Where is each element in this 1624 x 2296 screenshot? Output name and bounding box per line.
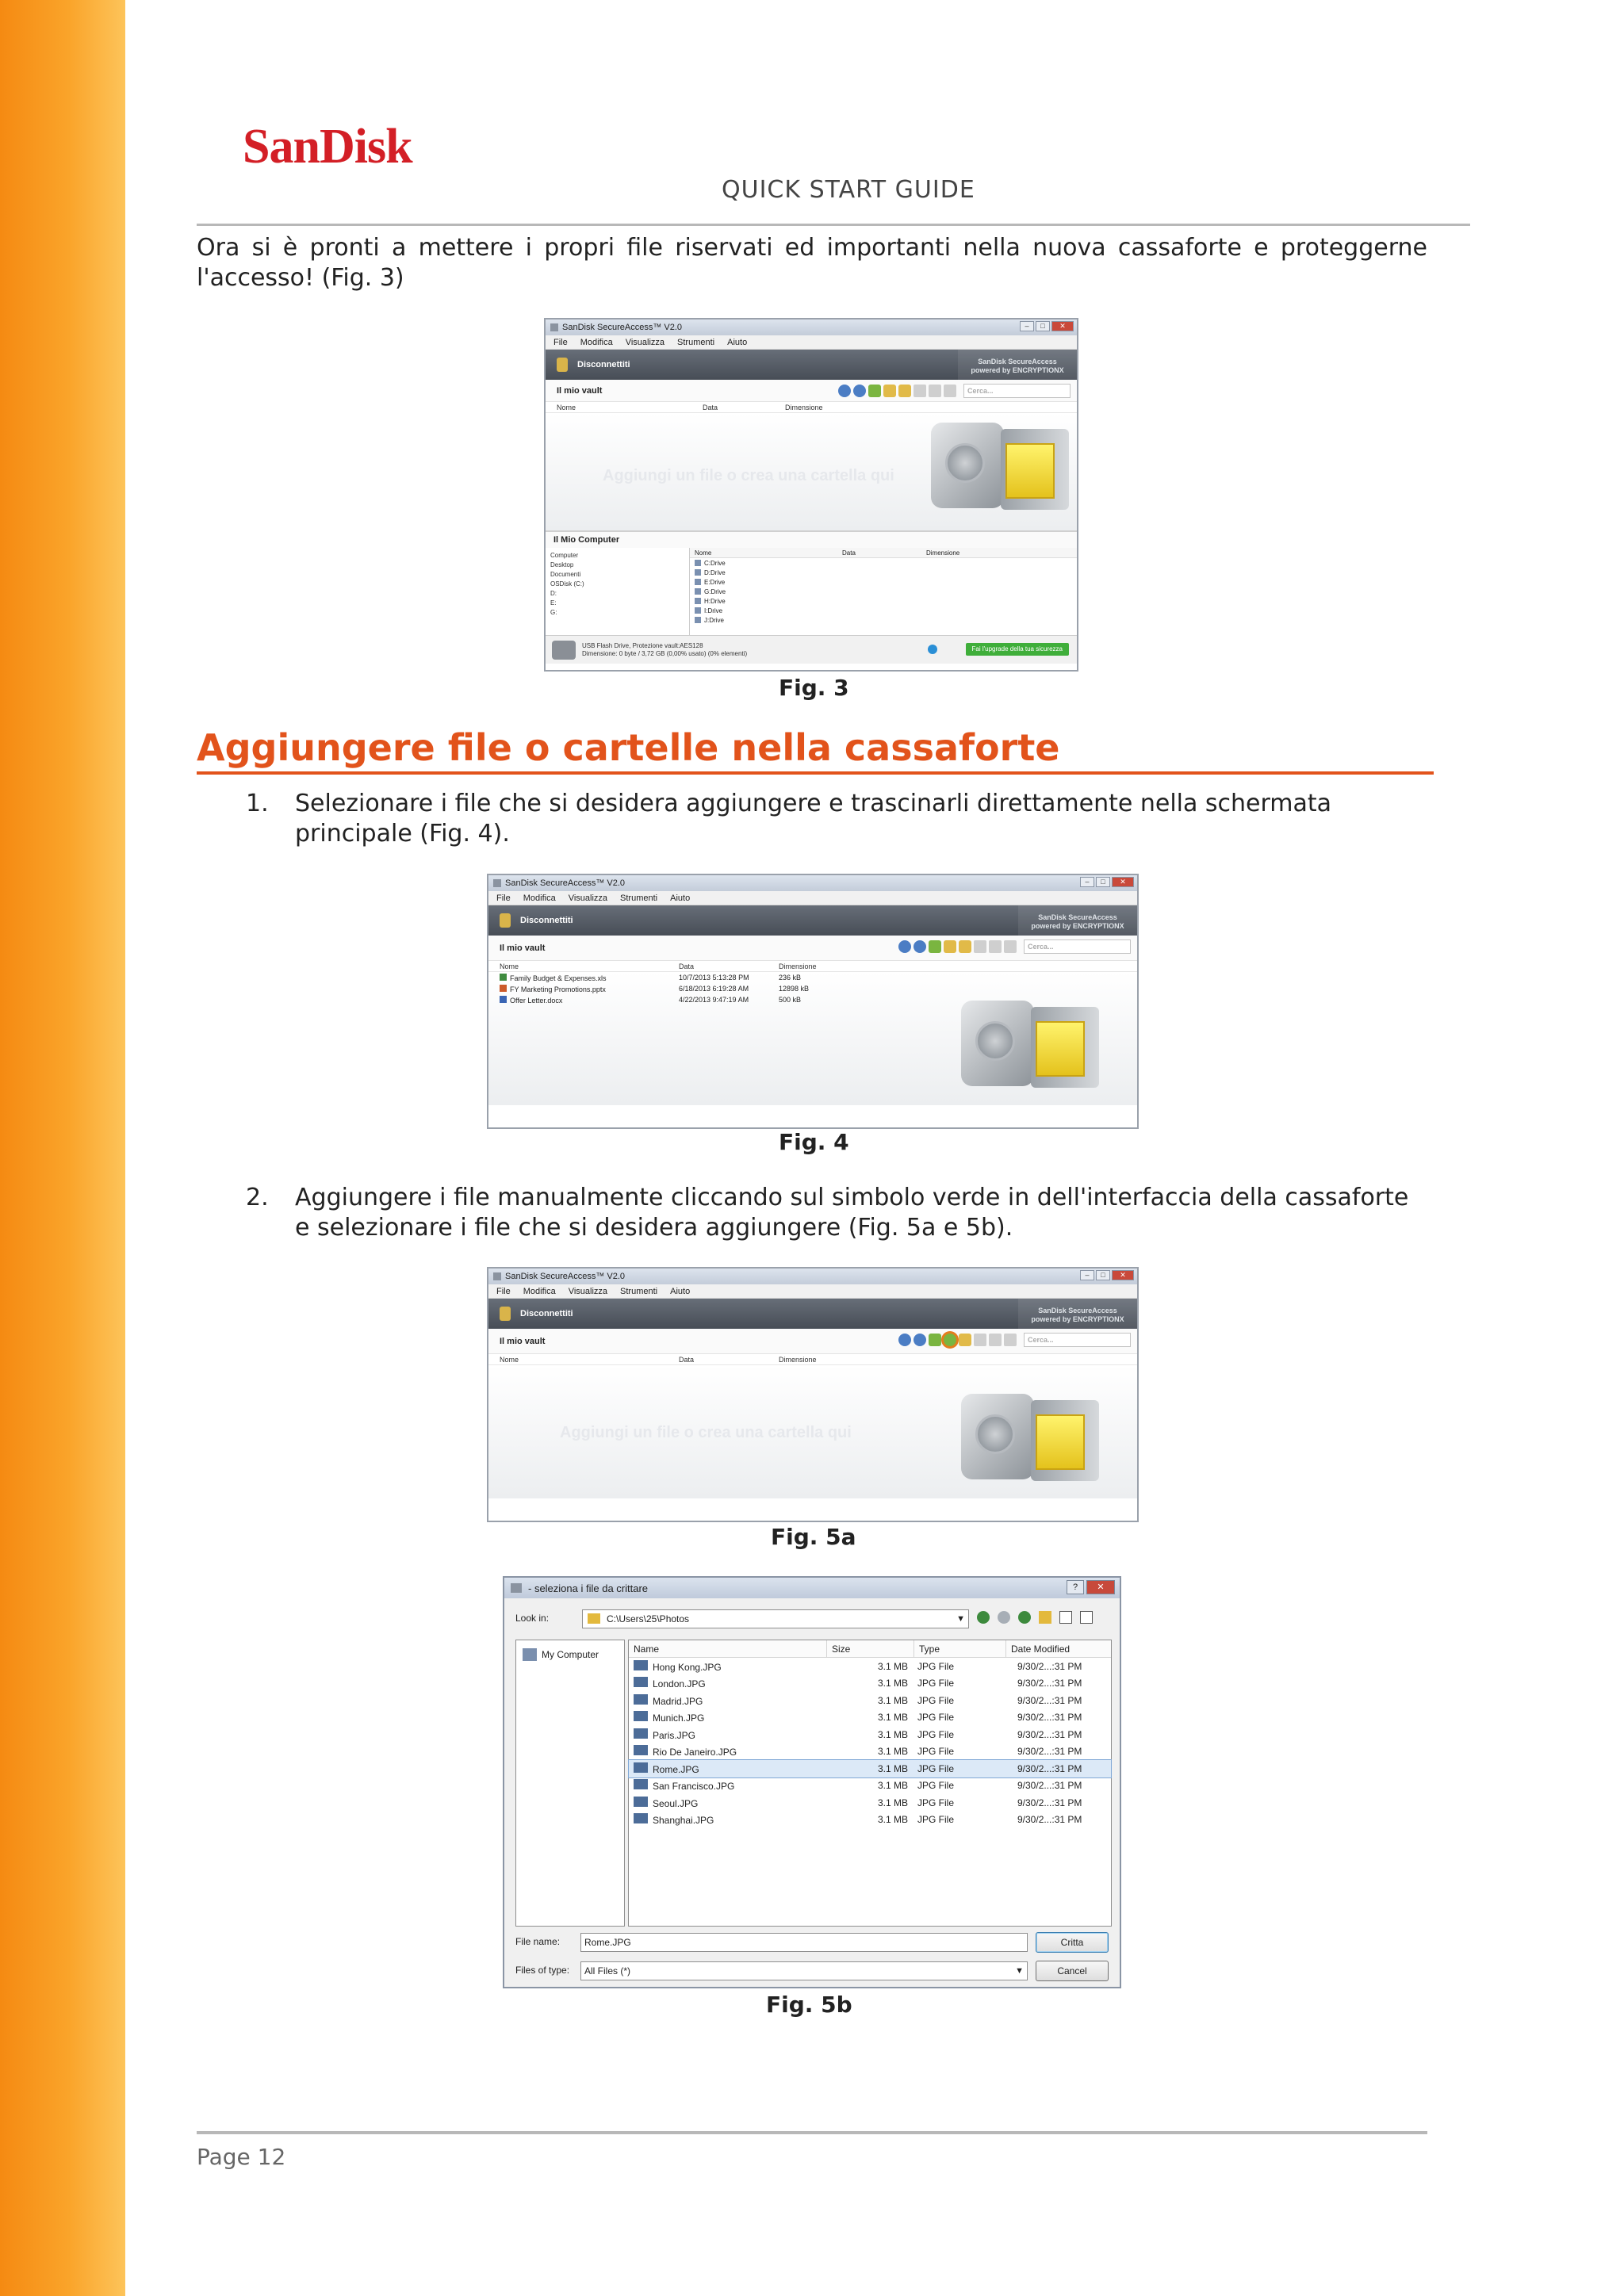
paste-icon[interactable]	[1004, 940, 1017, 953]
lock-icon	[500, 1307, 511, 1321]
dialog-title: - seleziona i file da crittare	[528, 1582, 649, 1594]
vault-label: Il mio vault	[500, 943, 546, 953]
menu-visualizza[interactable]: Visualizza	[568, 1286, 608, 1296]
chevron-down-icon: ▼	[956, 1614, 965, 1624]
computer-browser	[546, 548, 1077, 635]
app-titlebar	[546, 320, 1077, 335]
app-header	[488, 905, 1137, 936]
file-row[interactable]	[629, 1658, 1111, 1675]
fig4-screenshot	[487, 874, 1139, 1129]
file-size: 3.1 MB	[877, 1712, 908, 1724]
file-size: 3.1 MB	[877, 1728, 908, 1740]
table-row[interactable]: Family Budget & Expenses.xls 10/7/2013 5:13:28 PM 236 kB	[488, 972, 1137, 983]
drop-placeholder: Aggiungi un file o crea una cartella qui	[603, 467, 894, 484]
drop-placeholder: Aggiungi un file o crea una cartella qui	[560, 1424, 852, 1441]
app-icon	[493, 1272, 501, 1280]
look-in-label: Look in:	[515, 1613, 550, 1624]
forward-icon[interactable]	[914, 940, 926, 953]
file-row[interactable]	[629, 1743, 1111, 1761]
file-size: 3.1 MB	[877, 1797, 908, 1808]
computer-icon	[523, 1648, 537, 1661]
file-list-header	[629, 1640, 1111, 1658]
file-size: 3.1 MB	[877, 1660, 908, 1672]
vault-toolbar	[898, 1334, 1017, 1346]
fig4-caption: Fig. 4	[779, 1129, 849, 1155]
file-date: 9/30/2...:31 PM	[1017, 1712, 1082, 1724]
intro-paragraph: Ora si è pronti a mettere i propri file riservati ed importanti nella nuova cassaforte e proteggerne l'accesso! (Fig. 3)	[197, 234, 1427, 292]
new-folder-icon[interactable]	[944, 940, 956, 953]
file-date: 9/30/2...:31 PM	[1017, 1678, 1082, 1689]
step-2: 2. Aggiungere i file manualmente cliccando sul simbolo verde in dell'interfaccia della cassaforte e selezionare i file che si desidera aggiungere (Fig. 5a e 5b).	[246, 1184, 1409, 1242]
dialog-close-button[interactable]: ✕	[1086, 1580, 1115, 1594]
cancel-button[interactable]: Cancel	[1036, 1961, 1109, 1981]
file-name: Shanghai.JPG	[653, 1815, 714, 1827]
image-file-icon	[634, 1779, 648, 1789]
status-bar	[546, 635, 1077, 664]
forward-icon[interactable]	[998, 1611, 1010, 1624]
file-type: JPG File	[917, 1814, 955, 1826]
file-type: JPG File	[917, 1780, 955, 1792]
menu-visualizza[interactable]: Visualizza	[568, 893, 608, 903]
col-size[interactable]: Dimensione	[785, 403, 823, 411]
menu-visualizza[interactable]: Visualizza	[625, 337, 665, 347]
file-row[interactable]	[629, 1675, 1111, 1693]
minimize-button[interactable]: –	[1080, 877, 1094, 887]
paste-icon[interactable]	[944, 385, 956, 397]
file-name-label: File name:	[515, 1936, 561, 1947]
col-size[interactable]: Dimensione	[779, 1355, 817, 1364]
maximize-button[interactable]: □	[1036, 321, 1050, 331]
menu-strumenti[interactable]: Strumenti	[620, 1286, 658, 1296]
app-icon	[550, 323, 558, 331]
my-computer-item[interactable]: My Computer	[523, 1648, 599, 1661]
copy-icon[interactable]	[914, 385, 926, 397]
vault-label: Il mio vault	[500, 1336, 546, 1346]
maximize-button[interactable]: □	[1096, 877, 1110, 887]
col-name[interactable]: Nome	[500, 1355, 519, 1364]
add-file-icon[interactable]	[929, 940, 941, 953]
lock-icon	[500, 913, 511, 928]
orange-side-stripe	[0, 0, 125, 2296]
col-name[interactable]: Nome	[557, 403, 576, 411]
file-size: 3.1 MB	[877, 1762, 908, 1774]
upgrade-button[interactable]: Fai l'upgrade della tua sicurezza	[966, 643, 1069, 656]
list-item[interactable]: D:Drive	[690, 568, 1077, 577]
vault-column-headers	[488, 961, 1137, 972]
app-title: SanDisk SecureAccess™ V2.0	[562, 323, 683, 332]
disconnect-button[interactable]: Disconnettiti	[520, 1309, 573, 1318]
file-row[interactable]	[629, 1726, 1111, 1743]
file-type: JPG File	[917, 1728, 955, 1740]
file-date: 9/30/2...:31 PM	[1017, 1728, 1082, 1740]
brand-panel: SanDisk SecureAccess powered by ENCRYPTIONX	[1018, 1299, 1137, 1329]
col-date[interactable]: Data	[679, 1355, 695, 1364]
file-type: JPG File	[917, 1678, 955, 1689]
image-file-icon	[634, 1728, 648, 1739]
menu-strumenti[interactable]: Strumenti	[677, 337, 715, 347]
back-icon[interactable]	[838, 385, 851, 397]
menu-strumenti[interactable]: Strumenti	[620, 893, 658, 903]
app-menubar	[488, 1284, 1137, 1299]
lock-icon	[557, 358, 568, 372]
drive-list[interactable]: Nome Data Dimensione C:Drive D:Drive E:Drive G:Drive H:Drive I:Drive J:Drive	[690, 548, 1077, 635]
file-row[interactable]	[629, 1777, 1111, 1795]
file-name: Paris.JPG	[653, 1729, 696, 1741]
back-icon[interactable]	[898, 940, 911, 953]
help-icon[interactable]	[928, 645, 937, 654]
menu-aiuto[interactable]: Aiuto	[727, 337, 748, 347]
footer-divider	[197, 2131, 1427, 2134]
fig3-caption: Fig. 3	[779, 675, 849, 701]
file-name: Hong Kong.JPG	[653, 1661, 722, 1673]
fig5a-caption: Fig. 5a	[771, 1524, 856, 1550]
step-1: 1. Selezionare i file che si desidera aggiungere e trascinarli direttamente nella schermata principale (Fig. 4).	[246, 790, 1332, 848]
detail-view-icon[interactable]	[1080, 1611, 1093, 1624]
computer-section-label: Il Mio Computer	[546, 530, 1077, 548]
file-date: 9/30/2...:31 PM	[1017, 1780, 1082, 1792]
vault-file-area[interactable]	[488, 972, 1137, 1105]
vault-label: Il mio vault	[557, 385, 603, 396]
brand-panel: SanDisk SecureAccess powered by ENCRYPTIONX	[958, 350, 1077, 380]
app-header	[488, 1299, 1137, 1329]
cut-icon[interactable]	[929, 385, 941, 397]
file-size: 3.1 MB	[877, 1694, 908, 1706]
copy-icon[interactable]	[974, 940, 986, 953]
file-type: JPG File	[917, 1694, 955, 1706]
look-in-select[interactable]: C:\Users\25\Photos ▼	[582, 1609, 969, 1628]
file-date: 9/30/2...:31 PM	[1017, 1762, 1082, 1774]
file-list	[628, 1640, 1112, 1927]
close-button[interactable]: ✕	[1112, 1270, 1134, 1280]
file-name: Rome.JPG	[653, 1763, 699, 1775]
vault-search-input[interactable]: Cerca...	[963, 384, 1071, 398]
file-type: JPG File	[917, 1762, 955, 1774]
vault-bar	[546, 380, 1077, 402]
fig3-screenshot	[544, 318, 1078, 672]
menu-file[interactable]: File	[496, 893, 511, 903]
file-size: 3.1 MB	[877, 1678, 908, 1689]
vault-drop-area[interactable]	[488, 1365, 1137, 1498]
file-date: 9/30/2...:31 PM	[1017, 1746, 1082, 1758]
col-size[interactable]: Size	[827, 1640, 914, 1657]
vault-search-input[interactable]: Cerca...	[1024, 939, 1131, 954]
forward-icon[interactable]	[914, 1334, 926, 1346]
heading-underline	[197, 771, 1434, 775]
app-menubar	[488, 891, 1137, 905]
file-date: 9/30/2...:31 PM	[1017, 1660, 1082, 1672]
up-folder-icon[interactable]	[1018, 1611, 1031, 1624]
dialog-toolbar	[977, 1611, 1093, 1624]
dialog-titlebar	[504, 1578, 1120, 1598]
file-type-select[interactable]: All Files (*) ▼	[580, 1961, 1028, 1980]
file-row[interactable]	[629, 1794, 1111, 1812]
image-file-icon	[634, 1813, 648, 1823]
fig5b-caption: Fig. 5b	[766, 1992, 852, 2018]
menu-file[interactable]: File	[553, 337, 568, 347]
dialog-help-button[interactable]: ?	[1067, 1580, 1084, 1594]
back-icon[interactable]	[977, 1611, 990, 1624]
section-heading: Aggiungere file o cartelle nella cassaforte	[197, 726, 1060, 769]
vault-drop-area[interactable]	[546, 413, 1077, 530]
app-titlebar	[488, 1269, 1137, 1284]
cut-icon[interactable]	[989, 940, 1002, 953]
file-row[interactable]	[629, 1812, 1111, 1829]
image-file-icon	[634, 1660, 648, 1670]
dialog-app-icon	[511, 1583, 522, 1593]
vault-toolbar	[838, 385, 956, 397]
menu-modifica[interactable]: Modifica	[523, 893, 556, 903]
file-date: 9/30/2...:31 PM	[1017, 1797, 1082, 1808]
back-icon[interactable]	[898, 1334, 911, 1346]
menu-aiuto[interactable]: Aiuto	[670, 893, 691, 903]
copy-icon[interactable]	[974, 1334, 986, 1346]
file-type: JPG File	[917, 1797, 955, 1808]
vault-column-headers	[488, 1354, 1137, 1365]
list-item[interactable]: J:Drive	[690, 615, 1077, 625]
page-number: Page 12	[197, 2144, 286, 2170]
status-line-2: Dimensione: 0 byte / 3,72 GB (0,00% usato) (0% elementi)	[582, 649, 748, 657]
disconnect-button[interactable]: Disconnettiti	[577, 360, 630, 369]
file-name-input[interactable]: Rome.JPG	[580, 1933, 1028, 1952]
menu-modifica[interactable]: Modifica	[580, 337, 613, 347]
brand-panel: SanDisk SecureAccess powered by ENCRYPTIONX	[1018, 905, 1137, 936]
add-file-icon-highlighted[interactable]	[944, 1334, 956, 1346]
vault-file-list	[488, 972, 1137, 1005]
refresh-icon[interactable]	[929, 1334, 941, 1346]
file-type: JPG File	[917, 1712, 955, 1724]
file-name: Madrid.JPG	[653, 1695, 703, 1707]
file-row[interactable]	[629, 1760, 1111, 1777]
open-folder-icon[interactable]	[959, 1334, 971, 1346]
vault-toolbar	[898, 940, 1017, 953]
file-type-label: Files of type:	[515, 1965, 570, 1976]
new-folder-icon[interactable]	[883, 385, 896, 397]
list-item[interactable]: E:Drive	[690, 577, 1077, 587]
col-name[interactable]: Nome	[500, 962, 519, 970]
file-type: JPG File	[917, 1746, 955, 1758]
col-size[interactable]: Dimensione	[779, 962, 817, 970]
file-name: Seoul.JPG	[653, 1797, 699, 1809]
app-title: SanDisk SecureAccess™ V2.0	[505, 878, 626, 888]
list-item[interactable]: C:Drive	[690, 558, 1077, 568]
cut-icon[interactable]	[989, 1334, 1002, 1346]
image-file-icon	[634, 1745, 648, 1755]
file-size: 3.1 MB	[877, 1814, 908, 1826]
vault-search-input[interactable]: Cerca...	[1024, 1333, 1131, 1347]
file-row[interactable]	[629, 1709, 1111, 1727]
file-name: Rio De Janeiro.JPG	[653, 1747, 737, 1758]
maximize-button[interactable]: □	[1096, 1270, 1110, 1280]
disconnect-button[interactable]: Disconnettiti	[520, 916, 573, 925]
header-divider	[197, 224, 1470, 226]
list-item[interactable]: I:Drive	[690, 606, 1077, 615]
close-button[interactable]: ✕	[1051, 321, 1074, 331]
table-row[interactable]: FY Marketing Promotions.pptx 6/18/2013 6:19:28 AM 12898 kB	[488, 983, 1137, 994]
app-icon	[493, 879, 501, 887]
app-menubar	[546, 335, 1077, 350]
file-size: 3.1 MB	[877, 1780, 908, 1792]
minimize-button[interactable]: –	[1020, 321, 1034, 331]
menu-modifica[interactable]: Modifica	[523, 1286, 556, 1296]
places-panel	[515, 1640, 625, 1927]
guide-title: QUICK START GUIDE	[722, 176, 975, 204]
fig5a-screenshot	[487, 1267, 1139, 1522]
file-date: 9/30/2...:31 PM	[1017, 1814, 1082, 1826]
file-date: 9/30/2...:31 PM	[1017, 1694, 1082, 1706]
status-line-1: USB Flash Drive, Protezione vault:AES128	[582, 641, 703, 649]
vault-bar	[488, 1329, 1137, 1354]
forward-icon[interactable]	[853, 385, 866, 397]
chevron-down-icon: ▼	[1015, 1966, 1024, 1976]
col-date[interactable]: Data	[703, 403, 718, 411]
folder-icon	[588, 1613, 600, 1624]
file-name: London.JPG	[653, 1678, 706, 1690]
col-date[interactable]: Date Modified	[1011, 1644, 1071, 1655]
usb-drive-icon	[552, 641, 576, 660]
image-file-icon	[634, 1694, 648, 1705]
fig5b-file-dialog	[503, 1576, 1121, 1988]
sandisk-logo: SanDisk	[243, 120, 412, 174]
vault-column-headers	[546, 402, 1077, 413]
paste-icon[interactable]	[1004, 1334, 1017, 1346]
image-file-icon	[634, 1711, 648, 1721]
image-file-icon	[634, 1762, 648, 1773]
menu-aiuto[interactable]: Aiuto	[670, 1286, 691, 1296]
menu-file[interactable]: File	[496, 1286, 511, 1296]
col-type[interactable]: Type	[914, 1640, 1006, 1657]
app-title: SanDisk SecureAccess™ V2.0	[505, 1272, 626, 1281]
file-size: 3.1 MB	[877, 1746, 908, 1758]
file-name: San Francisco.JPG	[653, 1781, 735, 1793]
vault-bar	[488, 936, 1137, 961]
app-titlebar	[488, 875, 1137, 891]
new-folder-icon[interactable]	[1039, 1611, 1051, 1624]
image-file-icon	[634, 1677, 648, 1687]
image-file-icon	[634, 1797, 648, 1807]
add-file-icon[interactable]	[868, 385, 881, 397]
minimize-button[interactable]: –	[1080, 1270, 1094, 1280]
list-view-icon[interactable]	[1059, 1611, 1072, 1624]
list-item[interactable]: G:Drive	[690, 587, 1077, 596]
file-type: JPG File	[917, 1660, 955, 1672]
open-folder-icon[interactable]	[959, 940, 971, 953]
encrypt-button[interactable]: Critta	[1036, 1932, 1109, 1953]
col-name[interactable]: Name	[629, 1640, 827, 1657]
col-date[interactable]: Data	[679, 962, 695, 970]
list-item[interactable]: H:Drive	[690, 596, 1077, 606]
folder-tree[interactable]: Computer Desktop Documenti OSDisk (C:) D: E: G:	[546, 548, 690, 635]
open-folder-icon[interactable]	[898, 385, 911, 397]
table-row[interactable]: Offer Letter.docx 4/22/2013 9:47:19 AM 500 kB	[488, 994, 1137, 1005]
file-row[interactable]	[629, 1692, 1111, 1709]
close-button[interactable]: ✕	[1112, 877, 1134, 887]
app-header	[546, 350, 1077, 380]
file-name: Munich.JPG	[653, 1712, 705, 1724]
